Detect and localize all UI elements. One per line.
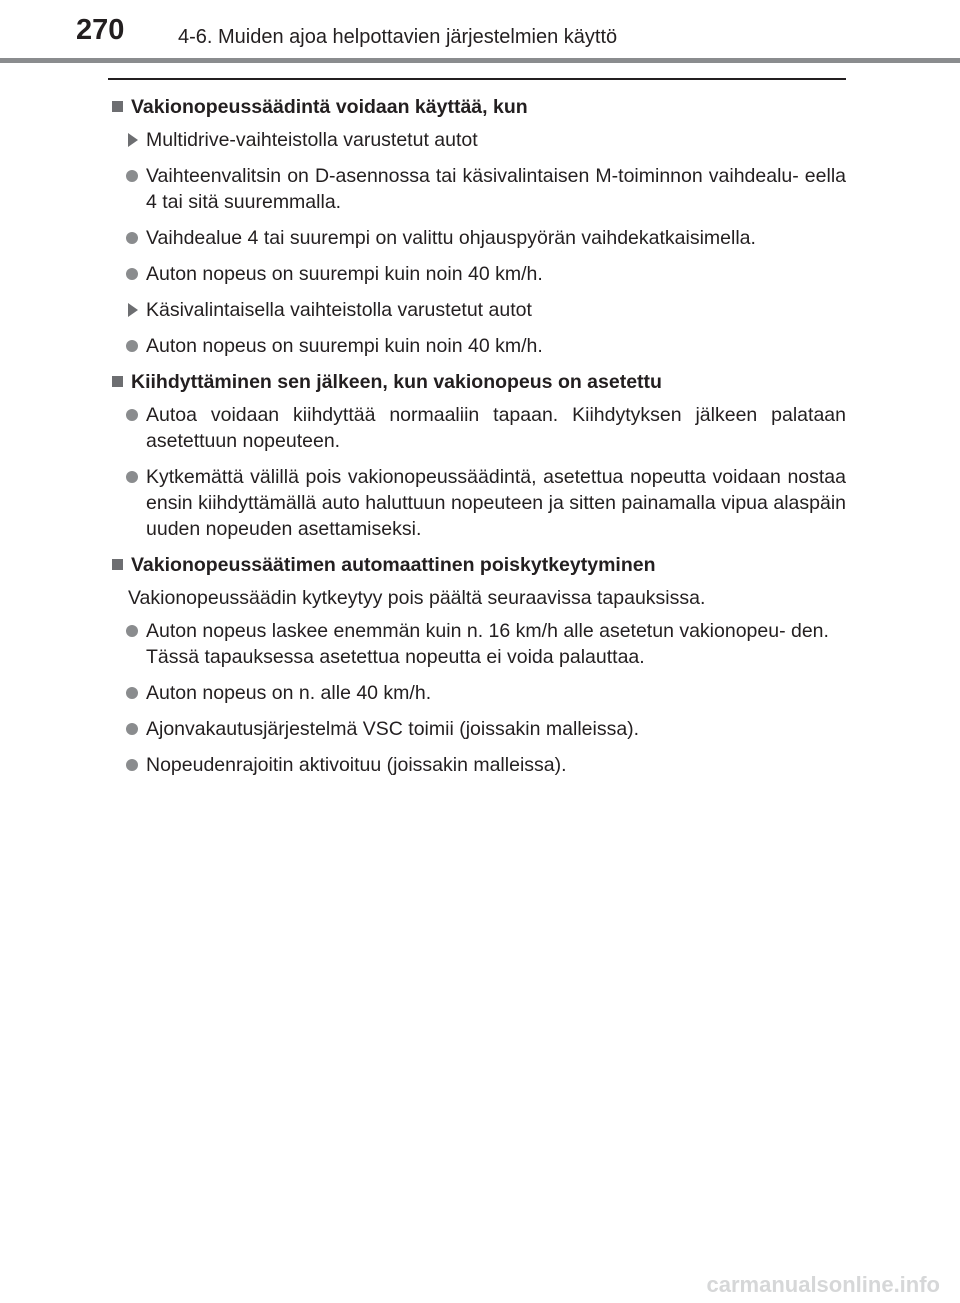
- square-bullet-icon: [112, 101, 123, 112]
- dot-bullet-icon: [126, 687, 138, 699]
- section-title: [108, 94, 846, 120]
- list-item: [126, 333, 846, 359]
- list-item-text: Auton nopeus on suurempi kuin noin 40 km/h.: [146, 335, 543, 357]
- list-item: [126, 716, 846, 742]
- square-bullet-icon: [112, 559, 123, 570]
- page-content: [108, 94, 846, 788]
- triangle-bullet-icon: [128, 303, 138, 317]
- list-item: [126, 163, 846, 215]
- section-automatic-cancel: [108, 552, 846, 778]
- section-title-text: Kiihdyttäminen sen jälkeen, kun vakionopeus on asetettu: [131, 371, 662, 393]
- list-item: [126, 752, 846, 778]
- section-intro: Vakionopeussäädin kytkeytyy pois päältä seuraavissa tapauksissa.: [128, 587, 706, 609]
- dot-bullet-icon: [126, 340, 138, 352]
- dot-bullet-icon: [126, 759, 138, 771]
- list-item-text: Auton nopeus on n. alle 40 km/h.: [146, 682, 432, 704]
- list-item-text: Multidrive-vaihteistolla varustetut autot: [146, 129, 478, 151]
- list-item-subtext: Tässä tapauksessa asetettua nopeutta ei voida palauttaa.: [146, 646, 645, 668]
- section-title: [108, 552, 846, 578]
- list-item: [126, 225, 846, 251]
- list-item-text: Auton nopeus on suurempi kuin noin 40 km/h.: [146, 263, 543, 285]
- content-divider: [108, 78, 846, 80]
- dot-bullet-icon: [126, 170, 138, 182]
- list-item: [126, 464, 846, 542]
- list-item-text: Käsivalintaisella vaihteistolla varustetut autot: [146, 299, 532, 321]
- list-item-text: Nopeudenrajoitin aktivoituu (joissakin malleissa).: [146, 754, 567, 776]
- list-item-text: Vaihteenvalitsin on D-asennossa tai käsivalintaisen M-toiminnon vaihdealu- eella 4 tai sitä suuremmalla.: [146, 165, 846, 213]
- list-item-text: Ajonvakautusjärjestelmä VSC toimii (joissakin malleissa).: [146, 718, 640, 740]
- dot-bullet-icon: [126, 409, 138, 421]
- section-title: [108, 369, 846, 395]
- header-rule: [0, 58, 960, 63]
- page-number: 270: [76, 14, 125, 46]
- list-item: [126, 297, 846, 323]
- section-cruise-usage-conditions: [108, 94, 846, 359]
- dot-bullet-icon: [126, 268, 138, 280]
- watermark: carmanualsonline.info: [706, 1272, 940, 1297]
- section-title-text: Vakionopeussäätimen automaattinen poiskytkeytyminen: [131, 554, 656, 576]
- square-bullet-icon: [112, 376, 123, 387]
- section-title-text: Vakionopeussäädintä voidaan käyttää, kun: [131, 96, 528, 118]
- dot-bullet-icon: [126, 723, 138, 735]
- list-item-text: Vaihdealue 4 tai suurempi on valittu ohjauspyörän vaihdekatkaisimella.: [146, 227, 756, 249]
- list-item: [126, 680, 846, 706]
- list-item-text: Autoa voidaan kiihdyttää normaaliin tapaan. Kiihdytyksen jälkeen palataan asetettuun nopeuteen.: [146, 404, 846, 452]
- list-item-text: Kytkemättä välillä pois vakionopeussäädintä, asetettua nopeutta voidaan nostaa ensin kiihdyttämällä auto haluttuun nopeuteen ja sitten painamalla vipua alaspäin uuden nopeuden asettamiseksi.: [146, 466, 846, 540]
- list-item: [126, 261, 846, 287]
- list-item: [126, 402, 846, 454]
- chapter-title: 4-6. Muiden ajoa helpottavien järjestelmien käyttö: [178, 26, 618, 48]
- list-item: [126, 618, 846, 670]
- dot-bullet-icon: [126, 232, 138, 244]
- triangle-bullet-icon: [128, 133, 138, 147]
- list-item: [126, 127, 846, 153]
- list-item-text: [146, 618, 846, 670]
- dot-bullet-icon: [126, 625, 138, 637]
- page-header: [0, 0, 960, 62]
- list-item-main-text: Auton nopeus laskee enemmän kuin n. 16 km/h alle asetetun vakionopeu- den.: [146, 620, 829, 642]
- dot-bullet-icon: [126, 471, 138, 483]
- section-acceleration: [108, 369, 846, 542]
